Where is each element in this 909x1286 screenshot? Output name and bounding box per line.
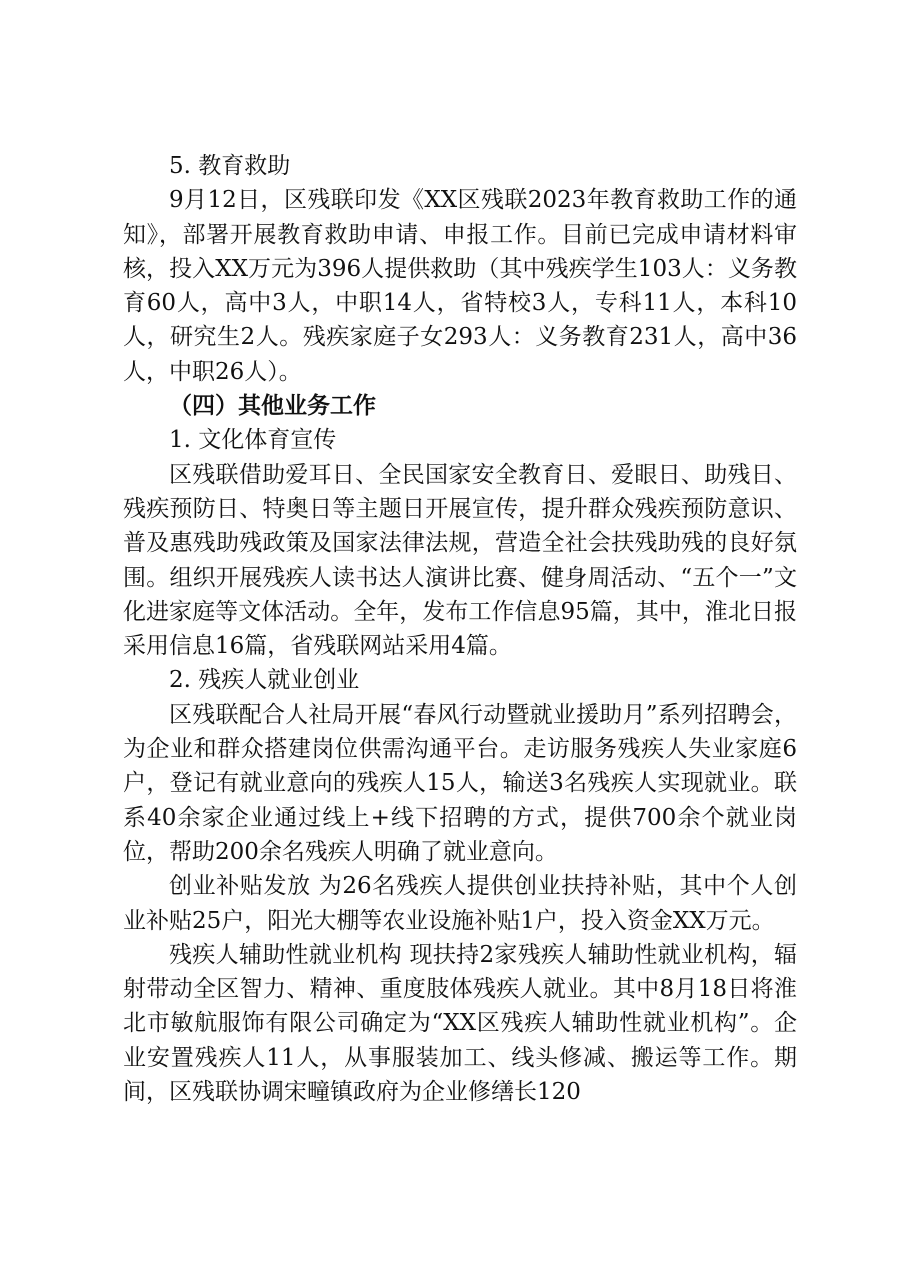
- paragraph-culture-sports: 区残联借助爱耳日、全民国家安全教育日、爱眼日、助残日、残疾预防日、特奥日等主题日开展宣传，提升群众残疾预防意识、普及惠残助残政策及国家法律法规，营造全社会扶残助残的良好氛围。组织开展残疾人读书达人演讲比赛、健身周活动、“五个一”文化进家庭等文体活动。全年，发布工作信息95篇，其中，淮北日报采用信息16篇，省残联网站采用4篇。: [123, 461, 797, 660]
- subsection-heading-education-aid: 5. 教育救助: [169, 153, 291, 179]
- subsection-heading-culture-sports: 1. 文化体育宣传: [169, 427, 337, 454]
- paragraph-education-aid: 9月12日，区残联印发《XX区残联2023年教育救助工作的通知》，部署开展教育救助申请、申报工作。目前已完成申请材料审核，投入XX万元为396人提供救助（其中残疾学生103人：义务教育60人，高中3人，中职14人，省特校3人，专科11人，本科10人，研究生2人。残疾家庭子女293人：义务教育231人，高中36人，中职26人）。: [123, 187, 797, 385]
- subsection-heading-employment: 2. 残疾人就业创业: [169, 667, 360, 694]
- document-body: [123, 149, 797, 1109]
- paragraph-employment: 区残联配合人社局开展“春风行动暨就业援助月”系列招聘会，为企业和群众搭建岗位供需沟通平台。走访服务残疾人失业家庭6户，登记有就业意向的残疾人15人，输送3名残疾人实现就业。联系40余家企业通过线上+线下招聘的方式，提供700余个就业岗位，帮助200余名残疾人明确了就业意向。: [123, 701, 797, 865]
- paragraph-assisted-employment: 残疾人辅助性就业机构 现扶持2家残疾人辅助性就业机构，辐射带动全区智力、精神、重度肢体残疾人就业。其中8月18日将淮北市敏航服饰有限公司确定为“XX区残疾人辅助性就业机构”。企业安置残疾人11人，从事服装加工、线头修减、搬运等工作。期间，区残联协调宋疃镇政府为企业修缮长120: [123, 941, 797, 1106]
- section-heading-other-work: （四）其他业务工作: [169, 392, 376, 420]
- paragraph-entrepreneurship-subsidy: 创业补贴发放 为26名残疾人提供创业扶持补贴，其中个人创业补贴25户，阳光大棚等农业设施补贴1户，投入资金XX万元。: [123, 873, 797, 934]
